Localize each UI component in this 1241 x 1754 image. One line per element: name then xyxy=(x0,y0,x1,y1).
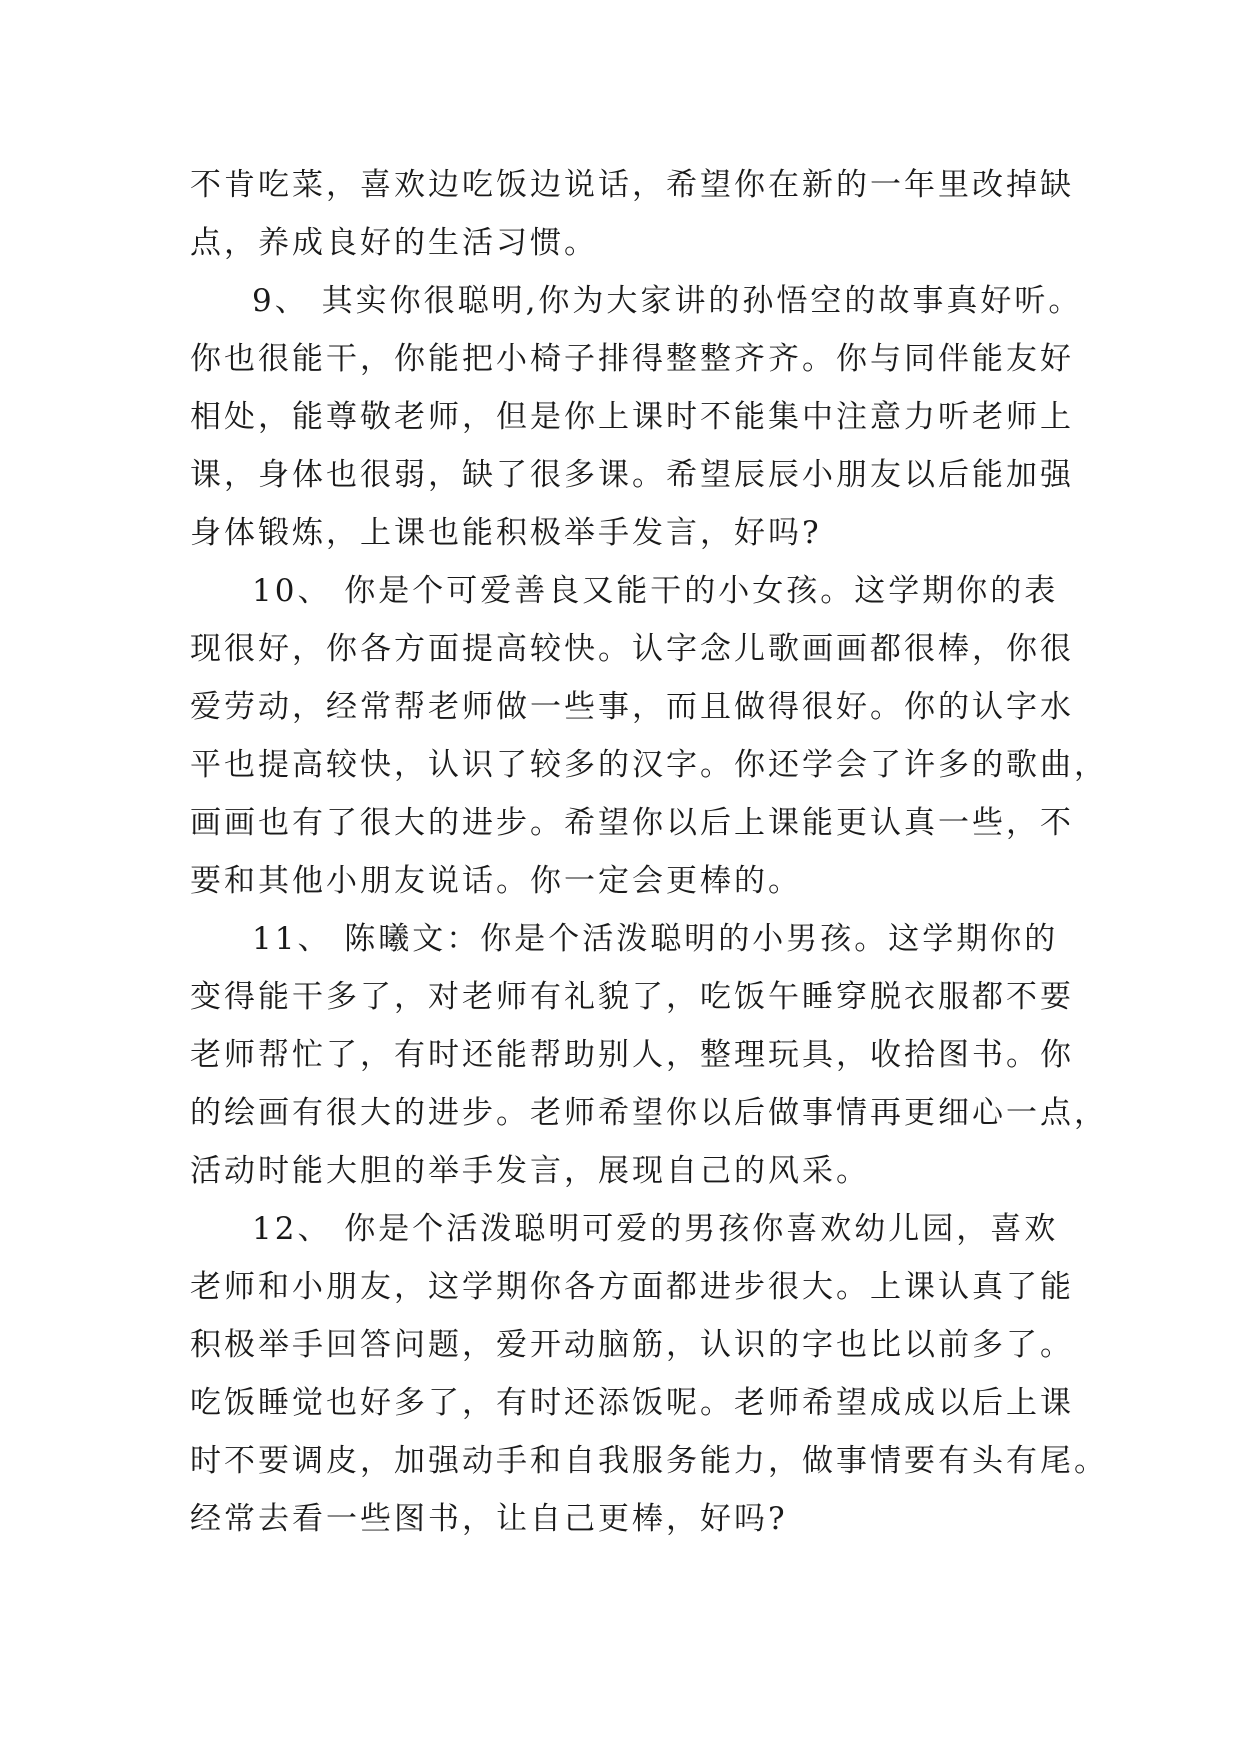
text-line: 相处，能尊敬老师，但是你上课时不能集中注意力听老师上 xyxy=(190,399,1074,435)
text-line: 画画也有了很大的进步。希望你以后上课能更认真一些，不 xyxy=(190,805,1074,841)
text-line: 身体锻炼，上课也能积极举手发言，好吗? xyxy=(190,515,822,551)
item-12-first-line: 12、 你是个活泼聪明可爱的男孩你喜欢幼儿园，喜欢 xyxy=(252,1211,1059,1247)
text-line: 现很好，你各方面提高较快。认字念儿歌画画都很棒，你很 xyxy=(190,631,1074,667)
text-line: 变得能干多了，对老师有礼貌了，吃饭午睡穿脱衣服都不要 xyxy=(190,979,1074,1015)
item-10-first-line: 10、 你是个可爱善良又能干的小女孩。这学期你的表 xyxy=(252,573,1059,609)
text-line: 经常去看一些图书，让自己更棒，好吗? xyxy=(190,1501,788,1537)
text-line: 课，身体也很弱，缺了很多课。希望辰辰小朋友以后能加强 xyxy=(190,457,1074,493)
text-line: 爱劳动，经常帮老师做一些事，而且做得很好。你的认字水 xyxy=(190,689,1074,725)
text-line: 老师和小朋友，这学期你各方面都进步很大。上课认真了能 xyxy=(190,1269,1074,1305)
text-line: 时不要调皮，加强动手和自我服务能力，做事情要有头有尾。 xyxy=(190,1443,1108,1479)
text-line: 吃饭睡觉也好多了，有时还添饭呢。老师希望成成以后上课 xyxy=(190,1385,1074,1421)
text-line: 积极举手回答问题，爱开动脑筋，认识的字也比以前多了。 xyxy=(190,1327,1074,1363)
text-line: 不肯吃菜，喜欢边吃饭边说话，希望你在新的一年里改掉缺 xyxy=(190,167,1074,203)
text-line: 活动时能大胆的举手发言，展现自己的风采。 xyxy=(190,1153,870,1189)
text-line: 的绘画有很大的进步。老师希望你以后做事情再更细心一点， xyxy=(190,1095,1108,1131)
text-line: 要和其他小朋友说话。你一定会更棒的。 xyxy=(190,863,802,899)
item-11-first-line: 11、 陈曦文：你是个活泼聪明的小男孩。这学期你的 xyxy=(252,921,1059,957)
text-line: 平也提高较快，认识了较多的汉字。你还学会了许多的歌曲， xyxy=(190,747,1108,783)
document-body xyxy=(190,156,1108,1548)
text-line: 老师帮忙了，有时还能帮助别人，整理玩具，收拾图书。你 xyxy=(190,1037,1074,1073)
text-line: 你也很能干，你能把小椅子排得整整齐齐。你与同伴能友好 xyxy=(190,341,1074,377)
text-line: 点，养成良好的生活习惯。 xyxy=(190,225,598,261)
item-9-first-line: 9、 其实你很聪明,你为大家讲的孙悟空的故事真好听。 xyxy=(252,283,1083,319)
